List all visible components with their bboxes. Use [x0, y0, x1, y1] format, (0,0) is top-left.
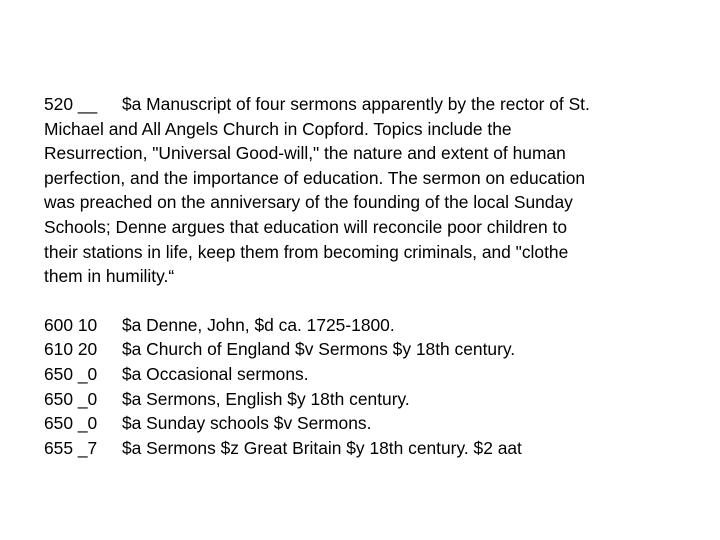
field-tag: 650 _0	[44, 413, 98, 434]
note-tag: 520 __	[44, 94, 98, 114]
note-line: 520 __ $a Manuscript of four sermons apparently by the rector of St.	[44, 92, 684, 117]
field-tag: 610 20	[44, 339, 98, 360]
note-line: Schools; Denne argues that education will reconcile poor children to	[44, 216, 567, 237]
field-value: $a Sermons $z Great Britain $y 18th century. $2 aat	[122, 437, 522, 458]
field-row	[44, 337, 684, 362]
note-line: Michael and All Angels Church in Copford. Topics include the	[44, 118, 512, 139]
field-value: $a Occasional sermons.	[122, 363, 309, 384]
note-line: Resurrection, "Universal Good-will," the nature and extent of human	[44, 143, 566, 164]
field-value: $a Sunday schools $v Sermons.	[122, 413, 372, 434]
field-tag: 650 _0	[44, 363, 98, 384]
field-row	[44, 387, 684, 412]
field-row	[44, 411, 684, 436]
note-line: was preached on the anniversary of the founding of the local Sunday	[44, 192, 573, 213]
summary-note-520	[44, 92, 684, 289]
note-line: them in humility.“	[44, 266, 175, 287]
field-tag: 650 _0	[44, 388, 98, 409]
note-line: perfection, and the importance of education. The sermon on education	[44, 167, 586, 188]
field-tag: 655 _7	[44, 437, 98, 458]
field-tag: 600 10	[44, 314, 98, 335]
field-value: $a Denne, John, $d ca. 1725-1800.	[122, 314, 395, 335]
field-row	[44, 313, 684, 338]
field-row	[44, 362, 684, 387]
field-value: $a Church of England $v Sermons $y 18th century.	[122, 339, 516, 360]
field-row	[44, 436, 684, 461]
marc-record	[44, 92, 684, 460]
note-line: their stations in life, keep them from becoming criminals, and "clothe	[44, 241, 569, 262]
field-value: $a Sermons, English $y 18th century.	[122, 388, 410, 409]
subject-fields	[44, 313, 684, 461]
